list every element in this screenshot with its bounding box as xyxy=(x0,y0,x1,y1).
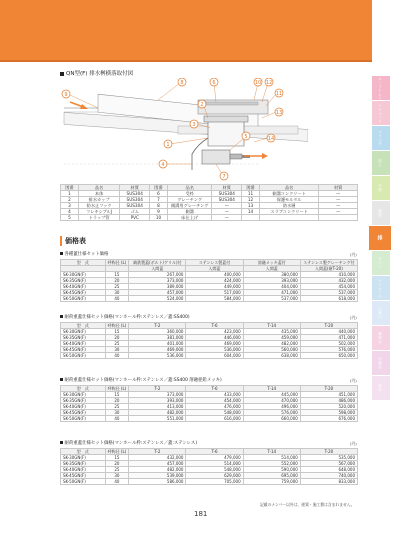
price-unit: (円) xyxy=(350,378,357,383)
side-tab-item[interactable]: 屋上 xyxy=(372,151,390,175)
price-table-body xyxy=(61,455,358,485)
price-header-cell: 型 式 xyxy=(61,449,106,455)
side-tab-item[interactable]: ダクト xyxy=(372,251,390,275)
price-subheader-cell: 入間蓋 xyxy=(129,266,186,272)
parts-body xyxy=(61,191,358,221)
price-table-caption-text: 耐荷重蓋仕様セット価格(マンホール枠:ステンレス／蓋:SS400 溶融亜鉛メッキ) xyxy=(64,378,222,383)
callout-label: 14 xyxy=(267,136,275,142)
callout-label: 2 xyxy=(200,102,204,108)
price-cell: 424,000 xyxy=(186,278,243,284)
price-cell: 15 xyxy=(105,455,129,461)
installation-drawing xyxy=(58,78,308,184)
parts-header-cell: 図番 xyxy=(61,185,79,191)
price-header-cell: T-20 xyxy=(300,449,357,455)
parts-cell xyxy=(259,215,318,221)
parts-header-cell: 図番 xyxy=(150,185,168,191)
callout-label: 13 xyxy=(275,110,283,116)
side-tab-item[interactable]: 中間 xyxy=(372,176,390,200)
callout-12 xyxy=(262,78,273,102)
price-cell: 476,000 xyxy=(186,404,243,410)
callout-6 xyxy=(210,78,218,102)
price-cell: 432,000 xyxy=(129,455,186,461)
parts-cell: 10 xyxy=(150,215,168,221)
side-tab-active[interactable]: 排 xyxy=(369,226,391,250)
price-cell: 457,000 xyxy=(129,290,186,296)
price-cell: 393,000 xyxy=(243,278,300,284)
price-cell: 524,000 xyxy=(129,296,186,302)
parts-cell: 側溝 xyxy=(167,209,212,215)
parts-cell: ゴム xyxy=(120,209,150,215)
price-cell: 548,000 xyxy=(186,410,243,416)
price-cell: 648,000 xyxy=(300,467,357,473)
price-table-caption xyxy=(60,251,108,257)
price-cell: 535,000 xyxy=(300,455,357,461)
side-tab-item[interactable]: 資料 xyxy=(372,376,390,400)
callout-label: 1 xyxy=(166,142,170,148)
price-cell: 423,000 xyxy=(186,329,243,335)
price-cell: 380,000 xyxy=(243,272,300,278)
price-cell: 393,000 xyxy=(129,398,186,404)
price-cell: 457,000 xyxy=(129,461,186,467)
price-cell: 618,000 xyxy=(300,296,357,302)
price-cell: 695,000 xyxy=(243,473,300,479)
footnote: 記載のナンバー以外は、運賃・施工費は含まれません。 xyxy=(260,502,355,507)
bullet-square-icon xyxy=(60,72,64,76)
parts-cell: — xyxy=(319,203,358,209)
price-table xyxy=(60,322,358,359)
side-tab-item[interactable]: 雑排水 xyxy=(372,326,390,350)
price-cell: 590,000 xyxy=(243,467,300,473)
callout-label: 8 xyxy=(180,80,184,86)
parts-cell: SUS304 xyxy=(212,197,242,203)
parts-cell: 保護モルタル xyxy=(259,197,318,203)
price-cell: SK-45GN(F) xyxy=(61,347,106,353)
side-tab-item[interactable]: 付属品 xyxy=(372,351,390,375)
price-header-cell: T-2 xyxy=(129,323,186,329)
price-cell: 381,000 xyxy=(129,335,186,341)
price-header-cell: T-6 xyxy=(186,449,243,455)
parts-cell: 防水層 xyxy=(259,203,318,209)
parts-cell: 8 xyxy=(150,203,168,209)
price-cell: 833,000 xyxy=(300,479,357,485)
flow-arrowhead-icon xyxy=(80,104,88,109)
price-cell: 40 xyxy=(105,479,129,485)
parts-header-cell: 品名 xyxy=(78,185,120,191)
price-cell: 20 xyxy=(105,461,129,467)
price-cell: 548,000 xyxy=(186,467,243,473)
parts-cell: — xyxy=(319,197,358,203)
price-cell: 400,000 xyxy=(186,272,243,278)
callout-label: 11 xyxy=(275,91,283,97)
price-cell: SK-45GN(F) xyxy=(61,290,106,296)
parts-cell: スラブコンクリート xyxy=(259,209,318,215)
price-cell: 514,000 xyxy=(243,455,300,461)
parts-cell: SUS304 xyxy=(120,203,150,209)
price-subheader-cell: 入間蓋(耐T-20) xyxy=(300,266,357,272)
price-table-body xyxy=(61,272,358,302)
parts-header-cell: 材質 xyxy=(319,185,358,191)
price-cell: SK-40GN(F) xyxy=(61,284,106,290)
price-cell: 536,000 xyxy=(186,347,243,353)
price-cell: 373,000 xyxy=(129,278,186,284)
parts-header-cell: 品名 xyxy=(259,185,318,191)
parts-cell: — xyxy=(212,209,242,215)
parts-cell: トラップ管 xyxy=(78,215,120,221)
price-cell: SK-35GN(F) xyxy=(61,398,106,404)
parts-cell: — xyxy=(212,215,242,221)
price-cell: 40 xyxy=(105,296,129,302)
parts-cell: 床仕上げ xyxy=(167,215,212,221)
price-cell: 373,000 xyxy=(129,392,186,398)
price-cell: 440,000 xyxy=(300,329,357,335)
price-row xyxy=(61,296,358,302)
outflow-arrowhead-icon xyxy=(262,153,268,159)
header-band xyxy=(0,0,372,60)
price-cell: 536,000 xyxy=(129,353,186,359)
price-cell: 676,000 xyxy=(300,416,357,422)
price-cell: 449,000 xyxy=(186,284,243,290)
price-cell: 25 xyxy=(105,467,129,473)
price-cell: 15 xyxy=(105,392,129,398)
price-header-cell: 呼称径 (L) xyxy=(105,260,129,266)
price-cell: 598,000 xyxy=(300,410,357,416)
section-title-text: QN型(F) 排水桝横落取付図 xyxy=(66,71,134,77)
price-table xyxy=(60,385,358,422)
price-cell: 433,000 xyxy=(186,392,243,398)
price-cell: 482,000 xyxy=(129,467,186,473)
price-cell: SK-45GN(F) xyxy=(61,473,106,479)
price-cell: SK-35GN(F) xyxy=(61,461,106,467)
price-cell: 267,000 xyxy=(129,272,186,278)
parts-cell: — xyxy=(212,203,242,209)
price-cell: SK-40GN(F) xyxy=(61,467,106,473)
price-cell: 520,000 xyxy=(300,404,357,410)
price-cell: 454,000 xyxy=(186,398,243,404)
price-cell: 360,000 xyxy=(129,329,186,335)
price-cell: 502,000 xyxy=(300,341,357,347)
price-cell: SK-30GN(F) xyxy=(61,455,106,461)
callout-label: 4 xyxy=(161,162,165,168)
side-index-tabs xyxy=(372,76,390,401)
parts-cell: 防水止フック xyxy=(78,203,120,209)
side-tab-item[interactable]: マンホール xyxy=(372,276,390,300)
bullet-square-icon xyxy=(60,252,63,255)
callout-label: 12 xyxy=(265,80,273,86)
price-header-cell: 呼称径 (L) xyxy=(105,449,129,455)
parts-cell: 14 xyxy=(242,209,260,215)
price-cell: 30 xyxy=(105,347,129,353)
price-cell: 30 xyxy=(105,290,129,296)
parts-row xyxy=(61,215,358,221)
parts-cell: 本体 xyxy=(78,191,120,197)
price-header-cell: T-20 xyxy=(300,323,357,329)
parts-cell: 受枠 xyxy=(167,191,212,197)
price-cell: 25 xyxy=(105,341,129,347)
price-cell: 482,000 xyxy=(243,341,300,347)
price-cell: SK-45GN(F) xyxy=(61,410,106,416)
price-cell: 537,000 xyxy=(243,296,300,302)
side-tab-item[interactable]: ベランダ xyxy=(372,126,390,150)
parts-cell: 12 xyxy=(242,197,260,203)
price-cell: 479,000 xyxy=(186,455,243,461)
price-cell: 539,000 xyxy=(129,473,186,479)
price-header-cell: T-2 xyxy=(129,386,186,392)
bullet-square-icon xyxy=(60,315,63,318)
callout-11 xyxy=(266,89,283,106)
price-cell: 537,000 xyxy=(300,290,357,296)
parts-cell: 排水カップ xyxy=(78,197,120,203)
price-cell: 517,000 xyxy=(186,290,243,296)
parts-cell: 側溝用グレーチング xyxy=(167,203,212,209)
price-header-cell: T-6 xyxy=(186,386,243,392)
callout-8 xyxy=(158,78,186,100)
price-cell: 25 xyxy=(105,284,129,290)
price-header-cell: 型 式 xyxy=(61,386,106,392)
parts-table xyxy=(60,184,358,221)
price-cell: 435,000 xyxy=(243,329,300,335)
parts-cell: SUS304 xyxy=(120,191,150,197)
price-cell: 20 xyxy=(105,398,129,404)
price-table-caption-text: 各種蓋仕様セット価格 xyxy=(64,252,109,257)
parts-header-cell: 品名 xyxy=(167,185,212,191)
parts-cell xyxy=(319,215,358,221)
price-cell: 629,000 xyxy=(186,473,243,479)
parts-cell: — xyxy=(319,191,358,197)
price-cell: SK-30GN(F) xyxy=(61,272,106,278)
price-cell: 740,000 xyxy=(300,473,357,479)
price-cell: 584,000 xyxy=(186,296,243,302)
price-table xyxy=(60,259,358,302)
section-title xyxy=(60,69,133,77)
parts-cell: 5 xyxy=(61,215,79,221)
parts-cell xyxy=(242,215,260,221)
price-cell: 451,000 xyxy=(300,392,357,398)
price-cell: 40 xyxy=(105,353,129,359)
price-cell: 759,000 xyxy=(243,479,300,485)
price-cell: 40 xyxy=(105,416,129,422)
price-cell: 15 xyxy=(105,329,129,335)
bullet-square-icon xyxy=(60,378,63,381)
price-header-cell: T-14 xyxy=(243,323,300,329)
parts-cell: 11 xyxy=(242,191,260,197)
header-band-edge xyxy=(0,60,372,62)
price-cell: 576,000 xyxy=(300,347,357,353)
price-table-body xyxy=(61,392,358,422)
side-tab-item[interactable]: 点検口 xyxy=(372,301,390,325)
callout-label: 5 xyxy=(244,134,248,140)
price-cell: SK-50GN(F) xyxy=(61,479,106,485)
price-unit: (円) xyxy=(350,252,357,257)
price-header-cell: 型 式 xyxy=(61,323,106,329)
price-header-cell: ステンレス製グレーチング付 xyxy=(300,260,357,266)
page-number: 181 xyxy=(194,510,208,518)
price-header-cell: T-2 xyxy=(129,449,186,455)
callout-label: 10 xyxy=(254,80,262,86)
price-cell: 445,000 xyxy=(243,392,300,398)
price-header-cell: T-14 xyxy=(243,449,300,455)
price-header-cell: T-20 xyxy=(300,386,357,392)
parts-cell: 2 xyxy=(61,197,79,203)
callout-label: 9 xyxy=(64,92,68,98)
slab-diagram xyxy=(64,94,308,170)
price-cell: 470,000 xyxy=(243,398,300,404)
price-table xyxy=(60,448,358,485)
price-heading: 価格表 xyxy=(60,236,86,246)
parts-cell: 9 xyxy=(150,209,168,215)
price-cell: 469,000 xyxy=(129,347,186,353)
price-cell: 459,000 xyxy=(243,335,300,341)
price-table-caption-text: 耐荷重蓋仕様セット価格(マンホール枠:ステンレス／蓋:SS400) xyxy=(64,315,190,320)
price-cell: SK-30GN(F) xyxy=(61,392,106,398)
price-cell: SK-50GN(F) xyxy=(61,353,106,359)
price-table-caption xyxy=(60,440,197,446)
parts-cell: — xyxy=(319,209,358,215)
price-cell: 471,000 xyxy=(243,290,300,296)
price-unit: (円) xyxy=(350,315,357,320)
price-cell: 413,000 xyxy=(129,404,186,410)
parts-cell: SUS304 xyxy=(212,191,242,197)
price-cell: 604,000 xyxy=(186,353,243,359)
price-cell: 20 xyxy=(105,278,129,284)
parts-cell: グレーチング xyxy=(167,197,212,203)
price-cell: SK-40GN(F) xyxy=(61,341,106,347)
parts-cell: フレキシブルJ xyxy=(78,209,120,215)
price-cell: 446,000 xyxy=(186,335,243,341)
price-subheader-cell: 入間蓋 xyxy=(186,266,243,272)
price-cell: 486,000 xyxy=(300,398,357,404)
price-cell: 20 xyxy=(105,335,129,341)
price-cell: 471,000 xyxy=(300,335,357,341)
price-header-cell: 鋳鉄製蓋(ボルト/グリル)付 xyxy=(129,260,186,266)
price-cell: 15 xyxy=(105,272,129,278)
price-cell: SK-30GN(F) xyxy=(61,329,106,335)
price-cell: 650,000 xyxy=(300,353,357,359)
price-header-cell: ステンレス製蓋付 xyxy=(186,260,243,266)
parts-cell: 13 xyxy=(242,203,260,209)
price-cell: SK-40GN(F) xyxy=(61,404,106,410)
parts-cell: 6 xyxy=(150,191,168,197)
price-row xyxy=(61,479,358,485)
price-cell: SK-50GN(F) xyxy=(61,296,106,302)
price-cell: SK-50GN(F) xyxy=(61,416,106,422)
price-cell: 389,000 xyxy=(129,284,186,290)
price-cell: 638,000 xyxy=(243,353,300,359)
price-header-cell: T-14 xyxy=(243,386,300,392)
price-cell: 567,000 xyxy=(300,461,357,467)
callout-7 xyxy=(216,164,228,180)
parts-header-cell: 図番 xyxy=(242,185,260,191)
price-unit: (円) xyxy=(350,441,357,446)
price-table-body xyxy=(61,329,358,359)
parts-cell: PVC xyxy=(120,215,150,221)
price-cell: 616,000 xyxy=(186,416,243,422)
callout-label: 7 xyxy=(222,174,226,180)
price-cell: 401,000 xyxy=(129,341,186,347)
parts-cell: 7 xyxy=(150,197,168,203)
price-cell: 482,000 xyxy=(129,410,186,416)
price-table-caption xyxy=(60,314,190,320)
price-row xyxy=(61,416,358,422)
price-cell: 25 xyxy=(105,404,129,410)
price-subheader-cell: 入間蓋 xyxy=(243,266,300,272)
callout-label: 6 xyxy=(212,80,216,86)
side-tab-item[interactable]: ルーフドレン xyxy=(372,76,390,100)
price-cell: 586,000 xyxy=(129,479,186,485)
price-header-cell: T-6 xyxy=(186,323,243,329)
price-cell: SK-35GN(F) xyxy=(61,335,106,341)
parts-cell: 4 xyxy=(61,209,79,215)
price-cell: 404,000 xyxy=(243,284,300,290)
price-cell: 705,000 xyxy=(186,479,243,485)
price-cell: 660,000 xyxy=(243,416,300,422)
price-table-caption xyxy=(60,377,222,383)
price-table-caption-text: 耐荷重蓋仕様セット価格(マンホール枠:ステンレス／蓋:ステンレス) xyxy=(64,441,198,446)
parts-cell: 側溝コンクリート xyxy=(259,191,318,197)
parts-cell: 1 xyxy=(61,191,79,197)
price-cell: 30 xyxy=(105,410,129,416)
callout-10 xyxy=(254,78,262,100)
parts-header-cell: 材質 xyxy=(120,185,150,191)
price-cell: 410,000 xyxy=(300,272,357,278)
price-cell: 30 xyxy=(105,473,129,479)
price-cell: 496,000 xyxy=(243,404,300,410)
price-table-head xyxy=(61,260,358,272)
bullet-square-icon xyxy=(60,441,63,444)
price-cell: 552,000 xyxy=(243,461,300,467)
price-cell: 576,000 xyxy=(243,410,300,416)
parts-cell: 3 xyxy=(61,203,79,209)
price-cell: 514,000 xyxy=(186,461,243,467)
price-cell: 454,000 xyxy=(300,284,357,290)
price-header-cell: 溶融メッキ蓋付 xyxy=(243,260,300,266)
price-cell: 560,000 xyxy=(243,347,300,353)
price-header-cell: 呼称径 (L) xyxy=(105,323,129,329)
side-tab-item[interactable]: 鋼製 xyxy=(372,201,390,225)
price-cell: 469,000 xyxy=(186,341,243,347)
side-tab-item[interactable]: パラペット xyxy=(372,101,390,125)
price-row xyxy=(61,353,358,359)
price-cell: 432,000 xyxy=(300,278,357,284)
price-cell: 551,000 xyxy=(129,416,186,422)
parts-header-cell: 材質 xyxy=(212,185,242,191)
parts-cell: SUS304 xyxy=(120,197,150,203)
price-header-cell: 呼称径 (L) xyxy=(105,386,129,392)
callout-4 xyxy=(159,160,192,168)
price-cell: SK-35GN(F) xyxy=(61,278,106,284)
callout-label: 3 xyxy=(192,122,196,128)
price-header-cell: 型 式 xyxy=(61,260,106,266)
